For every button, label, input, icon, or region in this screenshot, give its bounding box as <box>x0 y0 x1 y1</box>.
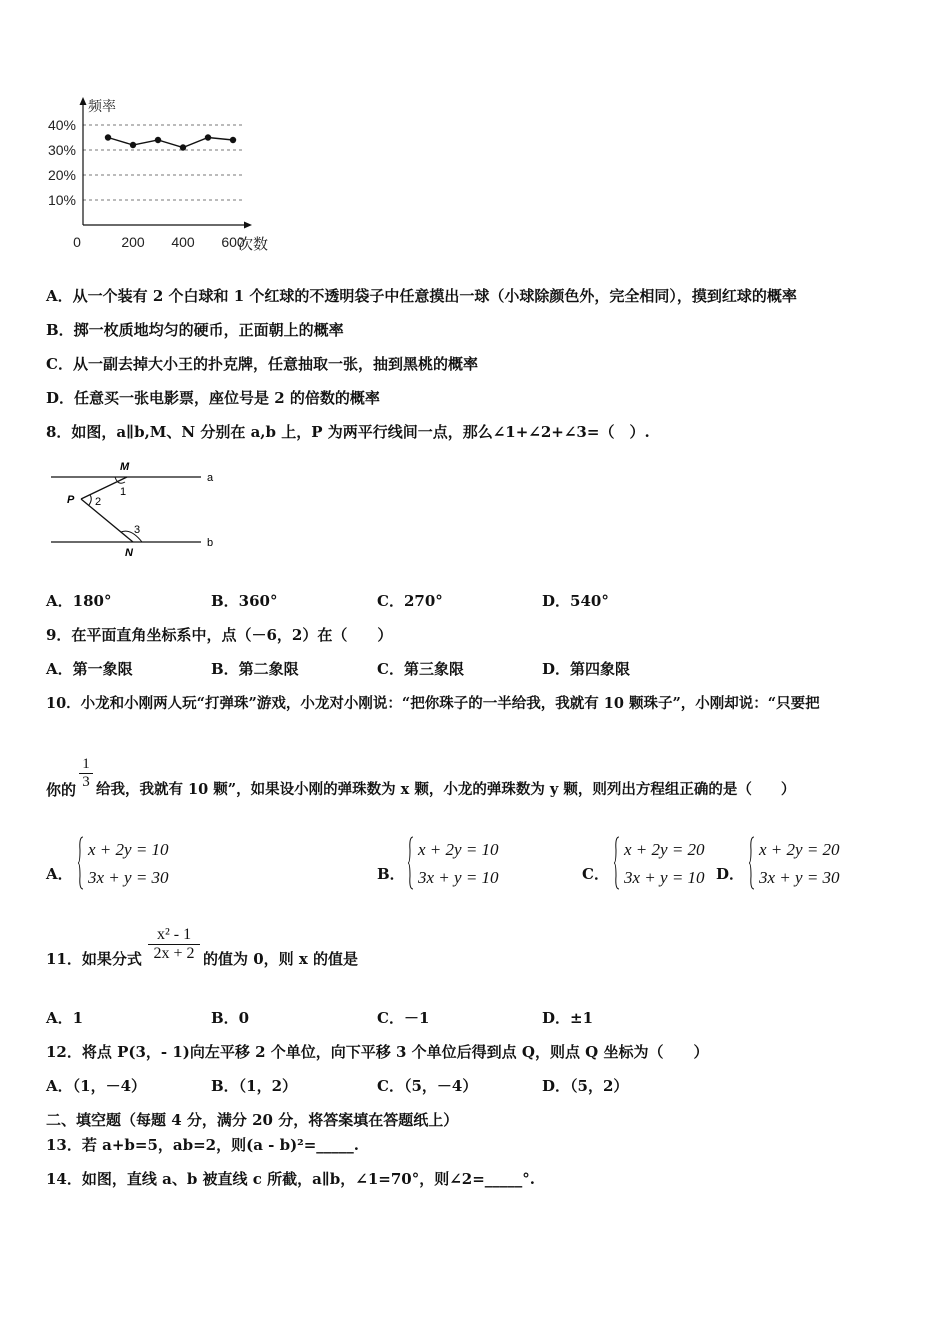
q10-option-a-eq2: 3x + y = 30 <box>88 868 169 887</box>
x-tick-label: 600 <box>221 234 245 250</box>
x-axis-label: 次数 <box>238 236 269 253</box>
q9-option-d: D．第四象限 <box>542 660 631 678</box>
brace-icon <box>78 836 84 890</box>
q10-option-b-system <box>408 836 499 892</box>
x-tick-label: 0 <box>73 234 81 250</box>
q9-option-c: C．第三象限 <box>377 660 464 678</box>
q11-option-c: C．－1 <box>377 1009 430 1027</box>
q9-stem: 9．在平面直角坐标系中，点（－6，2）在（ ） <box>46 626 393 644</box>
q10-option-c-label: C． <box>582 865 609 883</box>
data-point <box>230 137 236 143</box>
q11-fraction-denominator: 2x + 2 <box>153 945 195 962</box>
label-n: N <box>125 547 133 559</box>
q11-option-d: D．±1 <box>542 1009 594 1027</box>
y-tick-labels <box>48 117 76 208</box>
q8-option-c: C．270° <box>377 592 443 610</box>
q10-option-b-label: B． <box>377 865 405 883</box>
q10-option-a-eq1: x + 2y = 10 <box>88 840 169 859</box>
q11-option-a: A．1 <box>46 1009 84 1027</box>
angle-2-arc <box>89 495 91 505</box>
q10-option-c-eq2: 3x + y = 10 <box>624 868 705 887</box>
q10-option-d-eq2: 3x + y = 30 <box>759 868 840 887</box>
q10-option-b-eq2: 3x + y = 10 <box>418 868 499 887</box>
q11-option-b: B．0 <box>211 1009 250 1027</box>
q11-suffix: 的值为 0，则 x 的值是 <box>203 950 359 968</box>
y-axis-label: 频率 <box>88 98 116 114</box>
q7-option-d: D．任意买一张电影票，座位号是 2 的倍数的概率 <box>46 389 380 407</box>
series-line <box>108 138 233 148</box>
q10-stem-suffix: 给我，我就有 10 颗”，如果设小刚的弹珠数为 x 颗，小龙的弹珠数为 y 颗，则列出方程组正确的是（ ） <box>96 781 796 798</box>
q10-fraction-denominator: 3 <box>82 774 90 790</box>
q10-option-d-system <box>749 836 840 892</box>
q8-option-d: D．540° <box>542 592 609 610</box>
q8-option-a: A．180° <box>46 592 112 610</box>
y-axis-arrow <box>80 97 87 105</box>
brace-icon <box>749 836 755 890</box>
q14-stem: 14．如图，直线 a、b 被直线 c 所截，a∥b，∠1=70°，则∠2=_____°. <box>46 1170 535 1188</box>
q10-stem-prefix: 你的 <box>46 781 77 799</box>
q10-fraction <box>79 756 93 791</box>
q10-stem-line1: 10．小龙和小刚两人玩“打弹珠”游戏，小龙对小刚说：“把你珠子的一半给我，我就有 10 颗珠子”，小刚却说：“只要把 <box>46 695 820 712</box>
q10-option-a-system <box>78 836 169 892</box>
label-angle-2: 2 <box>95 496 102 508</box>
q10-option-c-eq1: x + 2y = 20 <box>624 840 705 859</box>
brace-icon <box>614 836 620 890</box>
q10-fraction-numerator: 1 <box>82 756 90 772</box>
x-axis-arrow <box>244 222 252 229</box>
q11-prefix: 11．如果分式 <box>46 950 142 968</box>
data-point <box>205 134 211 140</box>
data-point <box>105 134 111 140</box>
q10-option-d-label: D． <box>716 865 745 883</box>
y-tick-label: 10% <box>47 192 76 208</box>
segment-pn <box>81 499 133 542</box>
q7-option-a: A．从一个装有 2 个白球和 1 个红球的不透明袋子中任意摸出一球（小球除颜色外，完全相同），摸到红球的概率 <box>46 287 797 305</box>
label-p: P <box>67 494 75 506</box>
q12-stem: 12．将点 P(3，- 1)向左平移 2 个单位，向下平移 3 个单位后得到点 Q，则点 Q 坐标为（ ） <box>46 1043 709 1061</box>
frequency-chart <box>30 95 320 265</box>
label-b: b <box>207 537 214 549</box>
x-tick-label: 400 <box>171 234 195 250</box>
q10-option-b-eq1: x + 2y = 10 <box>418 840 499 859</box>
q9-option-a: A．第一象限 <box>46 660 133 678</box>
q9-option-b: B．第二象限 <box>211 660 299 678</box>
y-tick-label: 40% <box>47 117 76 133</box>
q11-fraction-numerator: x² - 1 <box>156 926 192 943</box>
label-a: a <box>207 472 214 484</box>
q10-option-a-label: A． <box>46 865 73 883</box>
label-angle-1: 1 <box>120 486 127 498</box>
label-angle-3: 3 <box>134 524 141 536</box>
q11-fraction <box>148 926 200 963</box>
q8-option-b: B．360° <box>211 592 278 610</box>
x-tick-label: 200 <box>121 234 145 250</box>
q10-option-c-system <box>614 836 705 892</box>
q7-option-b: B．掷一枚质地均匀的硬币，正面朝上的概率 <box>46 321 344 339</box>
q12-option-d: D．（5，2） <box>542 1077 629 1095</box>
q12-option-c: C．（5，－4） <box>377 1077 478 1095</box>
q7-option-c: C．从一副去掉大小王的扑克牌，任意抽取一张，抽到黑桃的概率 <box>46 355 478 373</box>
q12-option-b: B．（1，2） <box>211 1077 298 1095</box>
data-point <box>155 137 161 143</box>
q10-option-d-eq1: x + 2y = 20 <box>759 840 840 859</box>
section-2-heading: 二、填空题（每题 4 分，满分 20 分，将答案填在答题纸上） <box>46 1111 459 1129</box>
data-point <box>130 142 136 148</box>
brace-icon <box>408 836 414 890</box>
q13-stem: 13．若 a+b=5，ab=2，则(a - b)²=_____. <box>46 1136 360 1154</box>
x-tick-labels <box>73 234 245 250</box>
y-tick-label: 20% <box>47 167 76 183</box>
q8-stem: 8．如图，a∥b,M、N 分别在 a,b 上，P 为两平行线间一点，那么∠1+∠2+∠3=（ ）. <box>46 423 650 441</box>
series <box>105 134 236 150</box>
y-tick-label: 30% <box>47 142 76 158</box>
data-point <box>180 144 186 150</box>
q12-option-a: A．（1，－4） <box>46 1077 147 1095</box>
q8-figure <box>45 460 245 560</box>
label-m: M <box>120 461 130 473</box>
